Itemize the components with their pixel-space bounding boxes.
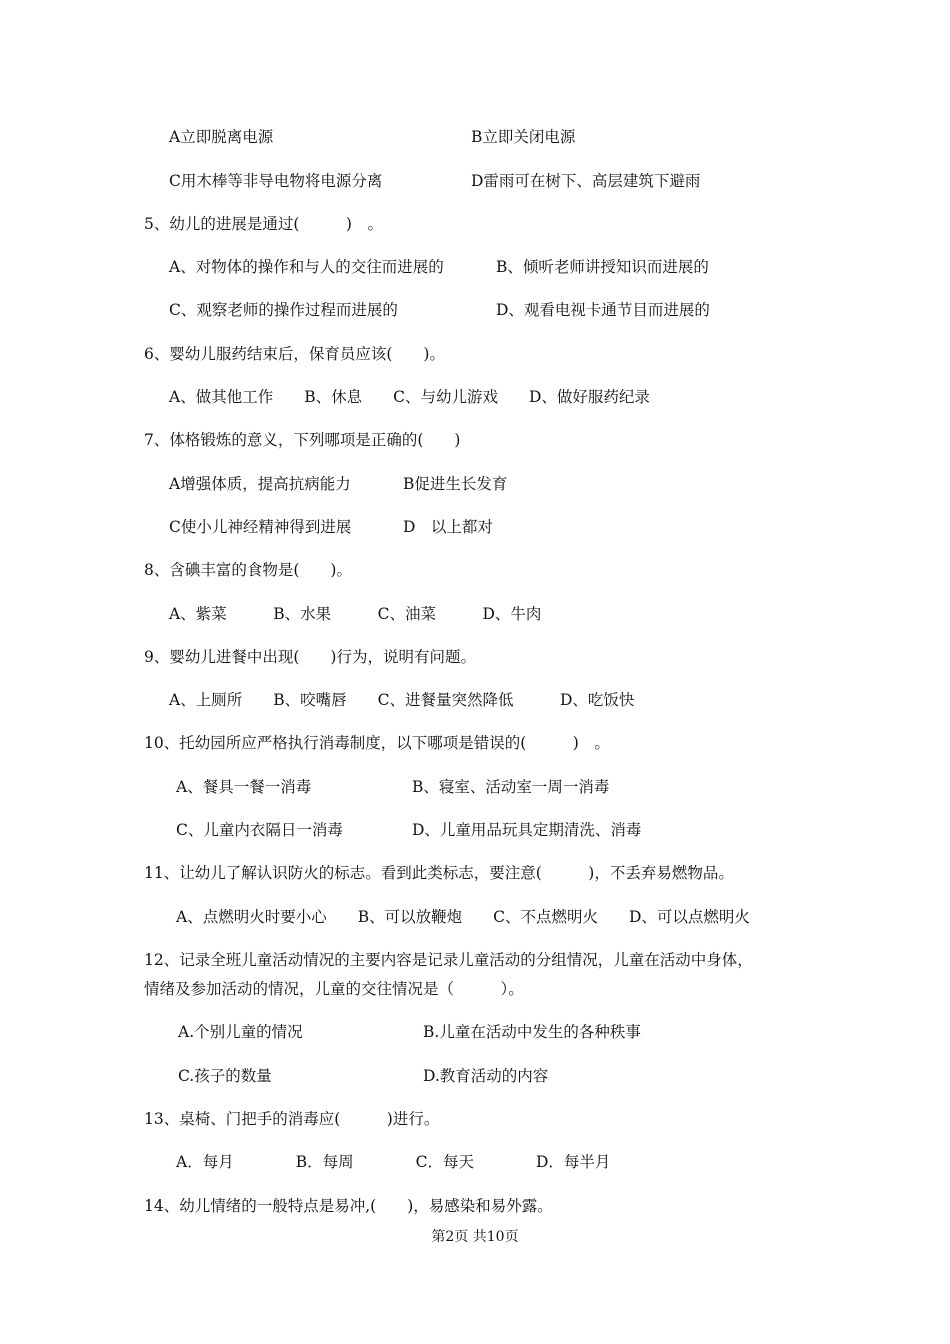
option-7a: A增强体质，提高抗病能力: [169, 475, 351, 493]
question-8: 8、含碘丰富的食物是( )。: [144, 561, 352, 579]
options-11: A、点燃明火时要小心 B、可以放鞭炮 C、不点燃明火 D、可以点燃明火: [176, 908, 750, 926]
option-12a: A.个别儿童的情况: [178, 1023, 303, 1041]
option-7c: C使小儿神经精神得到进展: [169, 518, 352, 536]
question-14: 14、幼儿情绪的一般特点是易冲,( )，易感染和易外露。: [144, 1197, 553, 1215]
question-12-line-1: 12、记录全班儿童活动情况的主要内容是记录儿童活动的分组情况，儿童在活动中身体，: [144, 951, 753, 969]
question-12-line-2: 情绪及参加活动的情况，儿童的交往情况是（ ）。: [144, 980, 524, 998]
option-7b: B促进生长发育: [403, 475, 508, 493]
question-5: 5、幼儿的进展是通过( ) 。: [144, 215, 383, 233]
option-12b: B.儿童在活动中发生的各种秩事: [423, 1023, 641, 1041]
question-9: 9、婴幼儿进餐中出现( )行为，说明有问题。: [144, 648, 476, 666]
option-4d: D雷雨可在树下、高层建筑下避雨: [471, 172, 701, 190]
question-10: 10、托幼园所应严格执行消毒制度，以下哪项是错误的( ) 。: [144, 734, 610, 752]
option-10c: C、儿童内衣隔日一消毒: [176, 821, 343, 839]
options-9: A、上厕所 B、咬嘴唇 C、进餐量突然降低 D、吃饭快: [169, 691, 635, 709]
option-10a: A、餐具一餐一消毒: [176, 778, 312, 796]
page-footer: 第2页 共10页: [431, 1229, 519, 1245]
option-12c: C.孩子的数量: [178, 1067, 272, 1085]
options-8: A、紫菜 B、水果 C、油菜 D、牛肉: [169, 605, 542, 623]
option-12d: D.教育活动的内容: [423, 1067, 549, 1085]
question-7: 7、体格锻炼的意义，下列哪项是正确的( ): [144, 431, 461, 449]
option-4c: C用木棒等非导电物将电源分离: [169, 172, 383, 190]
option-5c: C、观察老师的操作过程而进展的: [169, 301, 398, 319]
option-10d: D、儿童用品玩具定期清洗、消毒: [412, 821, 642, 839]
option-5a: A、对物体的操作和与人的交往而进展的: [169, 258, 444, 276]
option-7d: D 以上都对: [403, 518, 493, 536]
option-5b: B、倾听老师讲授知识而进展的: [496, 258, 709, 276]
question-6: 6、婴幼儿服药结束后，保育员应该( )。: [144, 345, 445, 363]
options-13: A．每月 B．每周 C．每天 D．每半月: [176, 1153, 611, 1171]
question-13: 13、桌椅、门把手的消毒应( )进行。: [144, 1110, 440, 1128]
option-4a: A立即脱离电源: [169, 128, 274, 146]
question-11: 11、让幼儿了解认识防火的标志。看到此类标志，要注意( )，不丢弃易燃物品。: [144, 864, 734, 882]
option-5d: D、观看电视卡通节目而进展的: [496, 301, 710, 319]
options-6: A、做其他工作 B、休息 C、与幼儿游戏 D、做好服药纪录: [169, 388, 650, 406]
option-4b: B立即关闭电源: [471, 128, 576, 146]
option-10b: B、寝室、活动室一周一消毒: [412, 778, 610, 796]
